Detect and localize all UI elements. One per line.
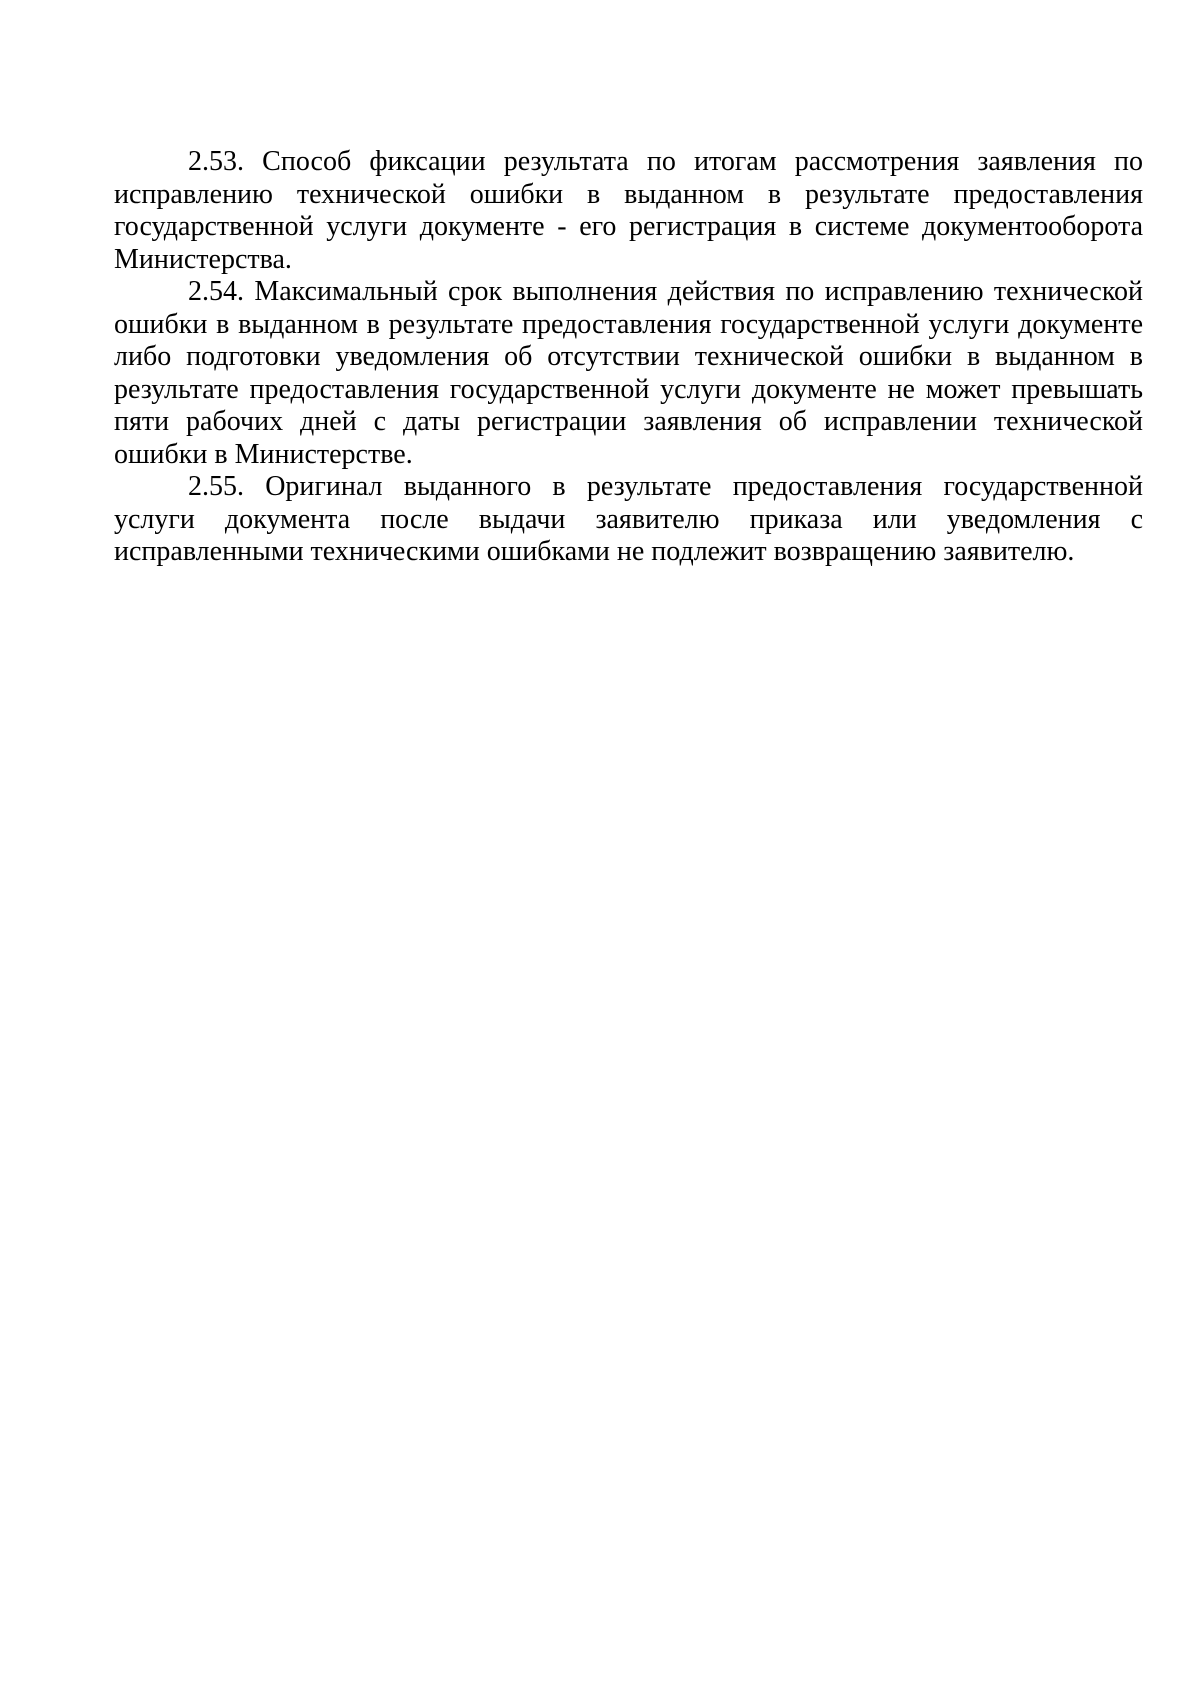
paragraph-2-55: 2.55. Оригинал выданного в результате предоставления государственной услуги документа после выдачи заявителю приказа или уведомления с исправленными техническими ошибками не подлежит возвращению заявителю.: [114, 471, 1143, 567]
paragraph-2-54: 2.54. Максимальный срок выполнения действия по исправлению технической ошибки в выданном в результате предоставления государственной услуги документе либо подготовки уведомления об отсутствии технической ошибки в выданном в результате предоставления государственной услуги документе не может превышать пяти рабочих дней с даты регистрации заявления об исправлении технической ошибки в Министерстве.: [114, 276, 1143, 470]
paragraph-2-53: 2.53. Способ фиксации результата по итогам рассмотрения заявления по исправлению технической ошибки в выданном в результате предоставления государственной услуги документе - его регистрация в системе документооборота Министерства.: [114, 146, 1143, 275]
document-body: [114, 146, 1143, 569]
